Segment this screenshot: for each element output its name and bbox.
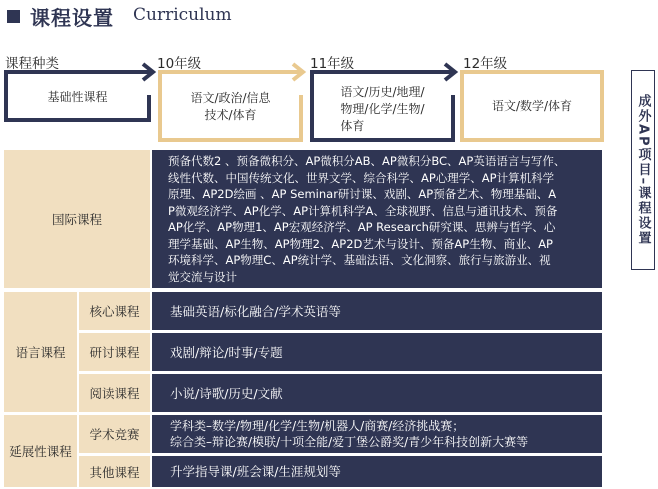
reading-course-label bbox=[79, 374, 150, 412]
competition-line-2: 综合类–辩论赛/模联/十项全能/爱丁堡公爵奖/青少年科技创新大赛等 bbox=[170, 435, 529, 449]
core-course-text: 基础英语/标化融合/学术英语等 bbox=[170, 303, 341, 319]
flow-base-text: 基础性课程 bbox=[47, 89, 108, 104]
research-course-text: 戏剧/辩论/时事/专题 bbox=[170, 344, 283, 360]
core-course-label-text: 核心课程 bbox=[89, 304, 140, 319]
competition-course-label-text: 学术竞赛 bbox=[89, 427, 140, 442]
core-course-label bbox=[79, 292, 150, 330]
flow-g11-line3: 体育 bbox=[340, 118, 365, 133]
intl-line: AP化学、AP物理1、AP宏观经济学、AP Research研究课、思辨与哲学、心 bbox=[168, 220, 556, 234]
other-course-text: 升学指导课/班会课/生涯规划等 bbox=[170, 464, 341, 479]
core-course-content bbox=[152, 292, 602, 330]
competition-course-content bbox=[152, 415, 602, 453]
intl-line: 环境科学、AP物理C、AP统计学、基础法语、文化洞察、旅行与旅游业、视 bbox=[168, 253, 551, 267]
extension-course-label-text: 延展性课程 bbox=[9, 444, 72, 459]
research-course-label-text: 研讨课程 bbox=[89, 345, 140, 360]
flow-box-g12 bbox=[464, 74, 600, 138]
language-course-label bbox=[4, 292, 77, 412]
extension-course-label bbox=[4, 415, 77, 487]
other-course-label-text: 其他课程 bbox=[89, 464, 140, 480]
other-course-content bbox=[152, 456, 602, 487]
grade-10-label: 10年级 bbox=[157, 56, 202, 72]
competition-course-label bbox=[79, 415, 150, 453]
flow-g10-line2: 技术/体育 bbox=[204, 108, 257, 122]
reading-course-text: 小说/诗歌/历史/文献 bbox=[170, 385, 283, 401]
page-title: 课程设置 bbox=[30, 6, 114, 30]
side-banner: 成外AP项目–课程设置 bbox=[631, 70, 655, 270]
flow-box-base bbox=[8, 76, 147, 118]
intl-line: 预备代数2 、预备微积分、AP微积分AB、AP微积分BC、AP英语语言与写作、 bbox=[168, 154, 566, 168]
research-course-content bbox=[152, 333, 602, 371]
language-course-label-text: 语言课程 bbox=[15, 345, 66, 360]
other-course-label bbox=[79, 456, 150, 487]
grade-12-label: 12年级 bbox=[463, 56, 508, 72]
intl-course-label-text: 国际课程 bbox=[51, 212, 102, 227]
intl-course-list bbox=[152, 150, 602, 288]
research-course-label bbox=[79, 333, 150, 371]
grade-11-label: 11年级 bbox=[310, 56, 355, 72]
flow-g12-text: 语文/数学/体育 bbox=[491, 98, 573, 113]
page-title-en: Curriculum bbox=[133, 5, 232, 25]
intl-course-label bbox=[4, 150, 150, 288]
reading-course-label-text: 阅读课程 bbox=[89, 386, 140, 401]
intl-line: 理学基础、AP生物、AP物理2、AP2D艺术与设计、预备AP生物、商业、AP bbox=[168, 236, 553, 251]
intl-line: 原理、AP2D绘画 、AP Seminar研讨课、戏剧、AP预备艺术、物理基础、A bbox=[168, 187, 557, 201]
intl-line: 线性代数、中国传统文化、世界文学、综合科学、AP心理学、AP计算机科学 bbox=[168, 170, 555, 185]
flow-box-g11 bbox=[314, 80, 451, 138]
intl-line: P微观经济学、AP化学、AP计算机科学A、全球视野、信息与通讯技术、预备 bbox=[168, 203, 558, 218]
reading-course-content bbox=[152, 374, 602, 412]
competition-line-1: 学科类–数学/物理/化学/生物/机器人/商赛/经济挑战赛； bbox=[170, 419, 465, 433]
flow-g10-line1: 语文/政治/信息 bbox=[190, 91, 271, 105]
flow-g11-line2: 物理/化学/生物/ bbox=[340, 101, 425, 116]
category-label: 课程种类 bbox=[5, 56, 59, 72]
intl-line: 觉交流与设计 bbox=[168, 269, 237, 284]
flow-g11-line1: 语文/历史/地理/ bbox=[340, 84, 425, 99]
flow-box-g10 bbox=[162, 82, 299, 132]
